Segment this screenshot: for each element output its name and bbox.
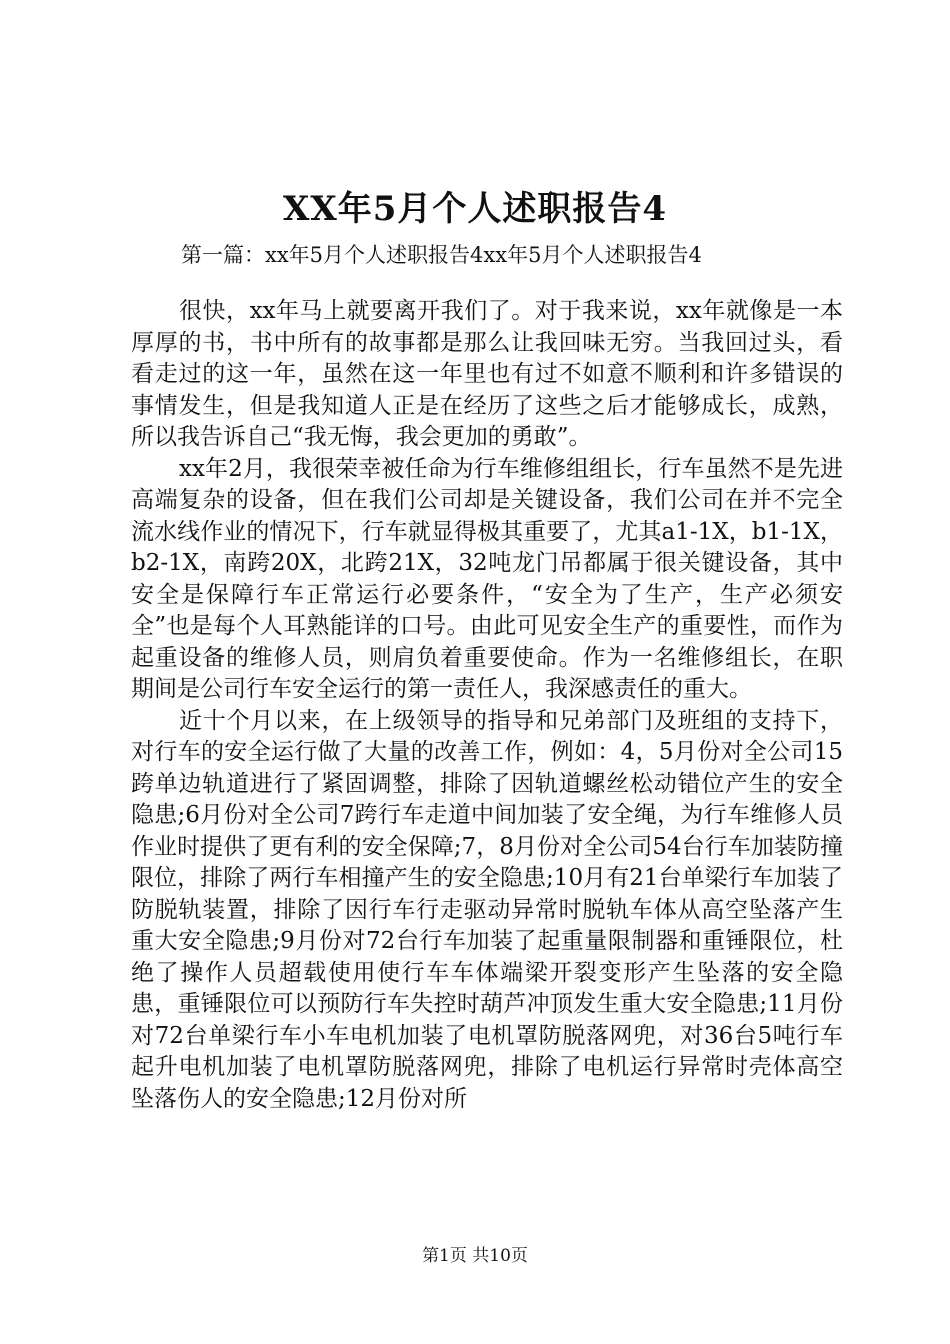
page-number-footer: 第1页 共10页 xyxy=(422,1246,528,1266)
paragraph-improvements: 近十个月以来，在上级领导的指导和兄弟部门及班组的支持下，对行车的安全运行做了大量的改善工作，例如：4，5月份对全公司15跨单边轨道进行了紧固调整，排除了因轨道螺丝松动错位产生的安全隐患;6月份对全公司7跨行车走道中间加装了安全绳，为行车维修人员作业时提供了更有利的安全保障;7，8月份对全公司54台行车加装防撞限位，排除了两行车相撞产生的安全隐患;10月有21台单梁行车加装了防脱轨装置，排除了因行车行走驱动异常时脱轨车体从高空坠落产生重大安全隐患;9月份对72台行车加装了起重量限制器和重锤限位，杜绝了操作人员超载使用使行车车体端梁开裂变形产生坠落的安全隐患，重锤限位可以预防行车失控时葫芦冲顶发生重大安全隐患;11月份对72台单梁行车小车电机加装了电机罩防脱落网兜，对36台5吨行车起升电机加装了电机罩防脱落网兜，排除了电机运行异常时壳体高空坠落伤人的安全隐患;12月份对所 xyxy=(131,707,843,1112)
document-subtitle: 第一篇：xx年5月个人述职报告4xx年5月个人述职报告4 xyxy=(181,243,702,267)
paragraph-intro: 很快，xx年马上就要离开我们了。对于我来说，xx年就像是一本厚厚的书，书中所有的故事都是那么让我回味无穷。当我回过头，看看走过的这一年，虽然在这一年里也有过不如意不顺利和许多错误的事情发生，但是我知道人正是在经历了这些之后才能够成长，成熟，所以我告诉自己“我无悔，我会更加的勇敢”。 xyxy=(131,298,843,450)
document-title: XX年5月个人述职报告4 xyxy=(282,189,668,229)
paragraph-appointment: xx年2月，我很荣幸被任命为行车维修组组长，行车虽然不是先进高端复杂的设备，但在我们公司却是关键设备，我们公司在并不完全流水线作业的情况下，行车就显得极其重要了，尤其a1-1X，b1-1X，b2-1X，南跨20X，北跨21X，32吨龙门吊都属于很关键设备，其中安全是保障行车正常运行必要条件，“安全为了生产，生产必须安全”也是每个人耳熟能详的口号。由此可见安全生产的重要性，而作为起重设备的维修人员，则肩负着重要使命。作为一名维修组长，在职期间是公司行车安全运行的第一责任人，我深感责任的重大。 xyxy=(131,455,843,702)
document-body xyxy=(131,296,843,1115)
